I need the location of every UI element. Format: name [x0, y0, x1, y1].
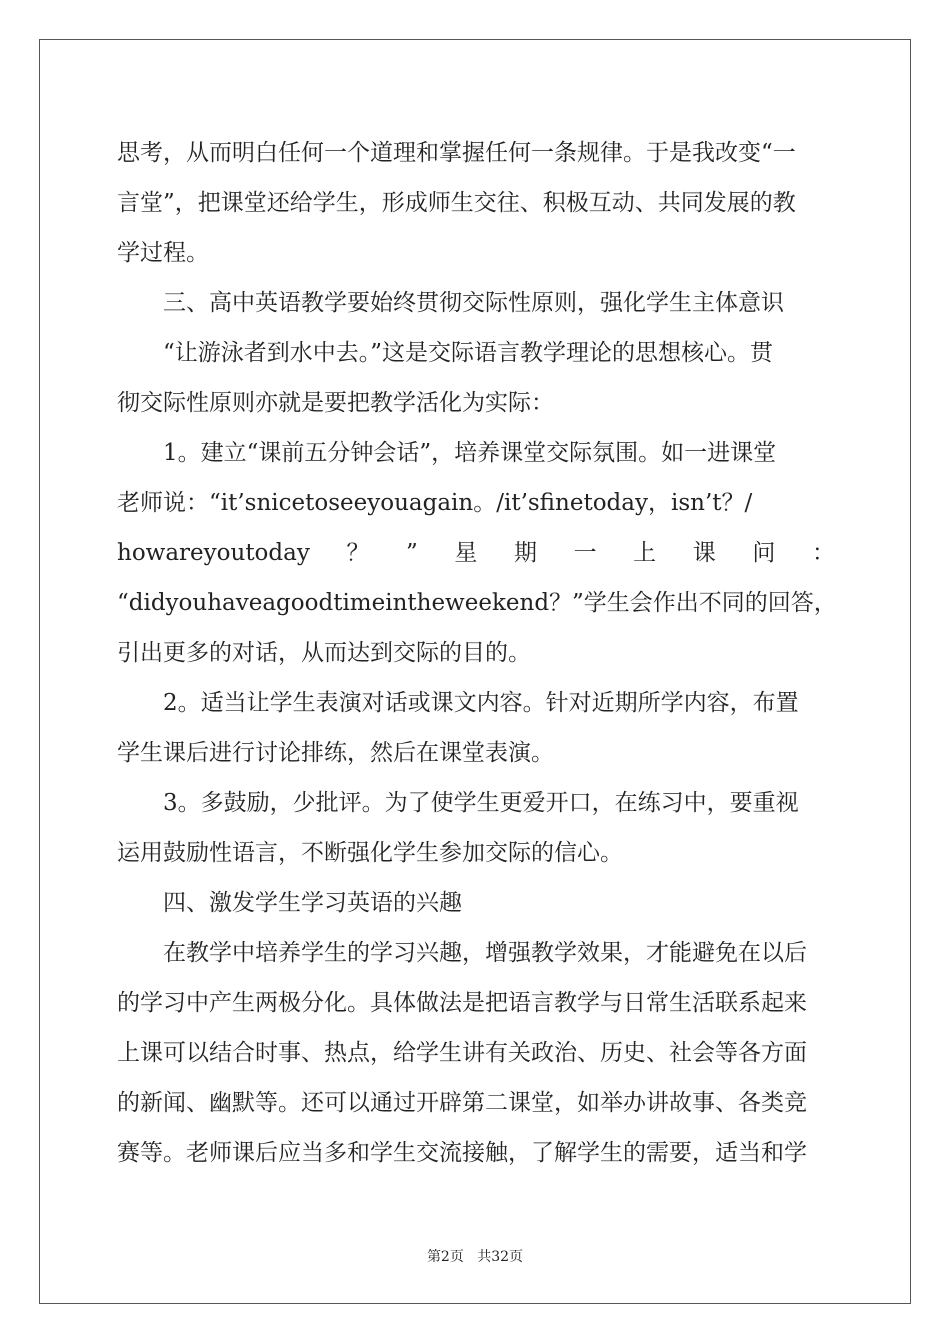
spread-token: 课	[692, 540, 716, 566]
text-line: 思考，从而明白任何一个道理和掌握任何一条规律。于是我改变“一	[117, 140, 796, 166]
text-line: 学过程。	[117, 240, 209, 266]
spread-token: ”	[406, 540, 418, 566]
list-item: 2。适当让学生表演对话或课文内容。针对近期所学内容，布置	[163, 690, 799, 716]
text-line: “didyouhaveagoodtimeintheweekend？”学生会作出不同的回答，	[117, 590, 837, 616]
text-line: 的学习中产生两极分化。具体做法是把语言教学与日常生活联系起来	[117, 990, 807, 1016]
text-line: 言堂”，把课堂还给学生，形成师生交往、积极互动、共同发展的教	[117, 190, 796, 216]
text-line: 在教学中培养学生的学习兴趣，增强教学效果，才能避免在以后	[163, 940, 807, 966]
justified-line	[117, 528, 835, 578]
section-heading: 四、激发学生学习英语的兴趣	[163, 890, 462, 916]
page-total: 共32页	[477, 1249, 524, 1265]
text-line: 引出更多的对话，从而达到交际的目的。	[117, 640, 531, 666]
text-line: 学生课后进行讨论排练，然后在课堂表演。	[117, 740, 554, 766]
list-item: 3。多鼓励，少批评。为了使学生更爱开口，在练习中，要重视	[163, 790, 799, 816]
text-line: 赛等。老师课后应当多和学生交流接触，了解学生的需要，适当和学	[117, 1140, 807, 1166]
spread-token: ：	[811, 540, 835, 566]
section-heading: 三、高中英语教学要始终贯彻交际性原则，强化学生主体意识	[163, 290, 784, 316]
text-line: 上课可以结合时事、热点，给学生讲有关政治、历史、社会等各方面	[117, 1040, 807, 1066]
spread-token: 上	[633, 540, 657, 566]
text-line: “让游泳者到水中去。”这是交际语言教学理论的思想核心。贯	[163, 340, 774, 366]
spread-token: 问	[752, 540, 776, 566]
list-item: 1。建立“课前五分钟会话”，培养课堂交际氛围。如一进课堂	[163, 440, 777, 466]
document-body	[117, 128, 835, 1178]
text-line: 老师说：“it’snicetoseeyouagain。/it’sfinetoday，isn’t？/	[117, 490, 753, 516]
page-footer	[0, 1246, 950, 1266]
spread-token: 期	[513, 540, 537, 566]
spread-token: 一	[573, 540, 597, 566]
spread-token: 星	[454, 540, 478, 566]
spread-token: ？	[346, 540, 370, 566]
page-number: 第2页	[426, 1249, 464, 1265]
text-line: 彻交际性原则亦就是要把教学活化为实际：	[117, 390, 554, 416]
text-line: 运用鼓励性语言，不断强化学生参加交际的信心。	[117, 840, 623, 866]
text-line: 的新闻、幽默等。还可以通过开辟第二课堂，如举办讲故事、各类竞	[117, 1090, 807, 1116]
spread-token: howareyoutoday	[117, 540, 310, 566]
